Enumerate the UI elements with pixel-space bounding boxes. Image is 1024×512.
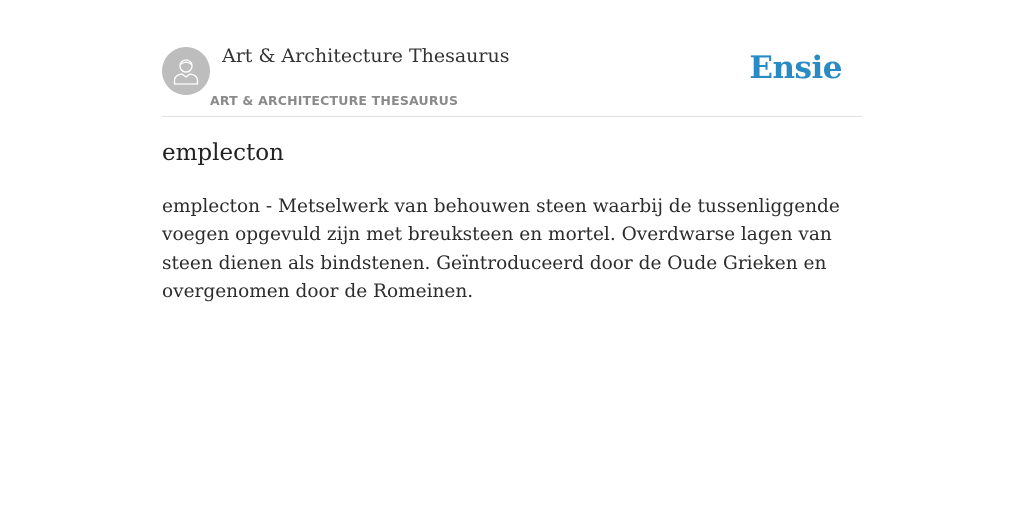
page	[162, 0, 862, 302]
definition-text: emplecton - Metselwerk van behouwen steen waarbij de tussenliggende voegen opgevuld zijn met breuksteen en mortel. Overdwarse lagen van steen dienen als bindstenen. Geïntroduceerd door de Oude Grieken en overgenomen door de Romeinen.	[162, 196, 840, 302]
page-title: emplecton	[162, 140, 284, 166]
author-name[interactable]: Art & Architecture Thesaurus	[222, 45, 510, 67]
avatar[interactable]	[162, 47, 210, 95]
user-icon	[171, 56, 201, 86]
header	[162, 0, 862, 117]
author-subtitle[interactable]: ART & ARCHITECTURE THESAURUS	[210, 93, 459, 108]
brand-logo[interactable]: Ensie	[749, 50, 842, 86]
